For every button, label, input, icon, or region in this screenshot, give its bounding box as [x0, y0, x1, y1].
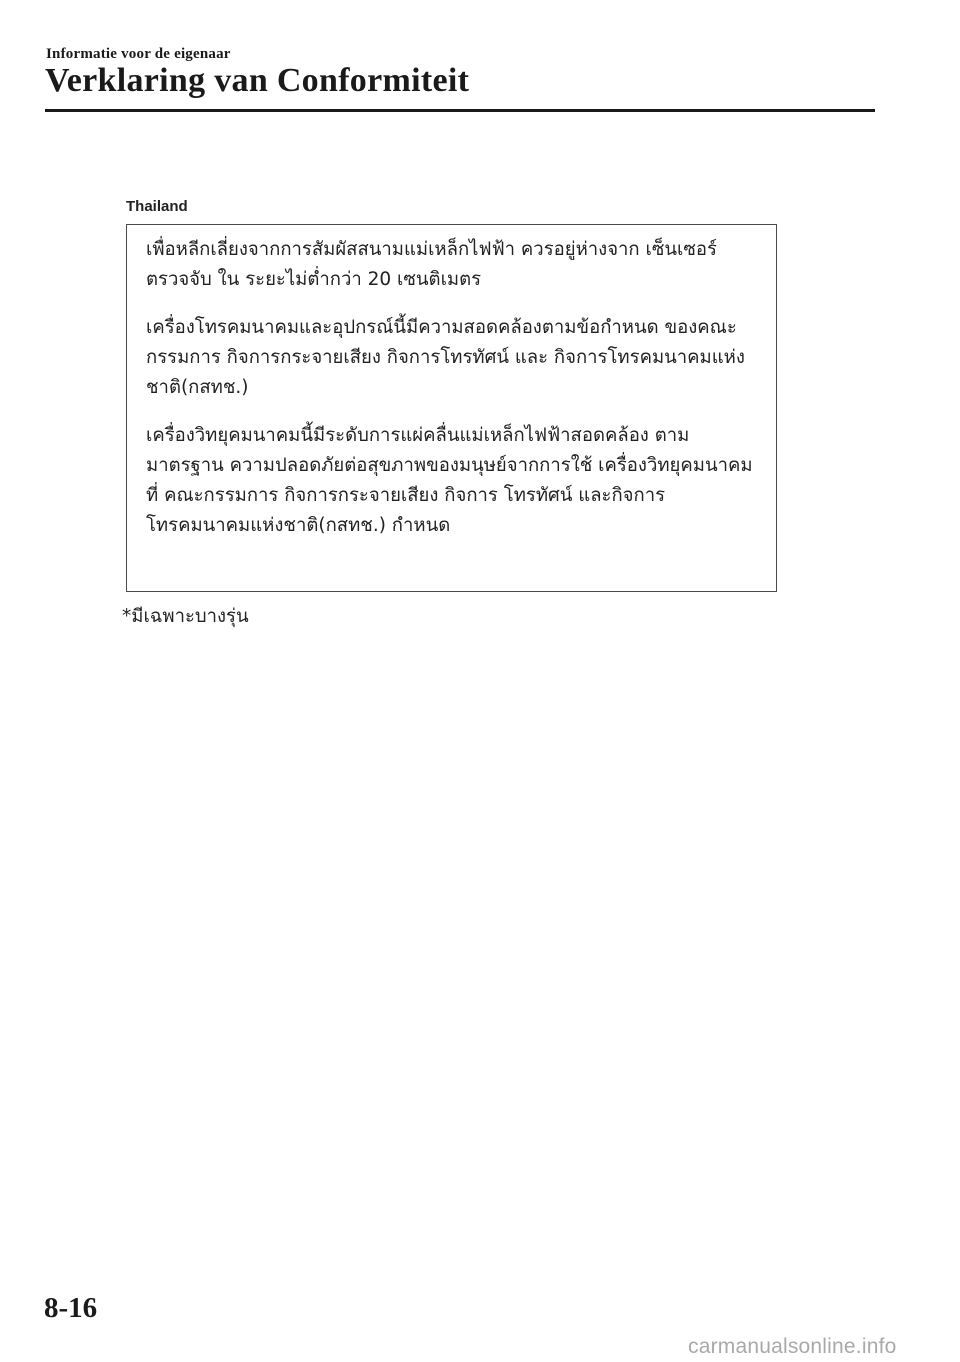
footnote: *มีเฉพาะบางรุ่น [122, 606, 249, 627]
page-title: Verklaring van Conformiteit [45, 62, 470, 99]
page-number: 8-16 [44, 1292, 98, 1324]
country-label: Thailand [126, 198, 188, 215]
notice-paragraph-emf: เพื่อหลีกเลี่ยงจากการสัมผัสสนามแม่เหล็กไฟฟ้า ควรอยู่ห่างจาก เซ็นเซอร์ตรวจจับ ใน ระยะไม่ต่ำกว่า 20 เซนติเมตร [146, 239, 717, 290]
section-label: Informatie voor de eigenaar [46, 46, 231, 62]
notice-paragraph-safety: เครื่องวิทยุคมนาคมนี้มีระดับการแผ่คลื่นแม่เหล็กไฟฟ้าสอดคล้อง ตามมาตรฐาน ความปลอดภัยต่อสุขภาพของมนุษย์จากการใช้ เครื่องวิทยุคมนาคมที่ คณะกรรมการ กิจการกระจายเสียง กิจการ โทรทัศน์ และกิจการโทรคมนาคมแห่งชาติ(กสทช.) กำหนด [146, 425, 753, 536]
watermark: carmanualsonline.info [688, 1335, 897, 1358]
notice-paragraph-compliance: เครื่องโทรคมนาคมและอุปกรณ์นี้มีความสอดคล้องตามข้อกำหนด ของคณะกรรมการ กิจการกระจายเสียง กิจการโทรทัศน์ และ กิจการโทรคมนาคมแห่งชาติ(กสทช.) [146, 317, 745, 398]
title-rule [45, 109, 875, 112]
notice-box [126, 224, 777, 592]
